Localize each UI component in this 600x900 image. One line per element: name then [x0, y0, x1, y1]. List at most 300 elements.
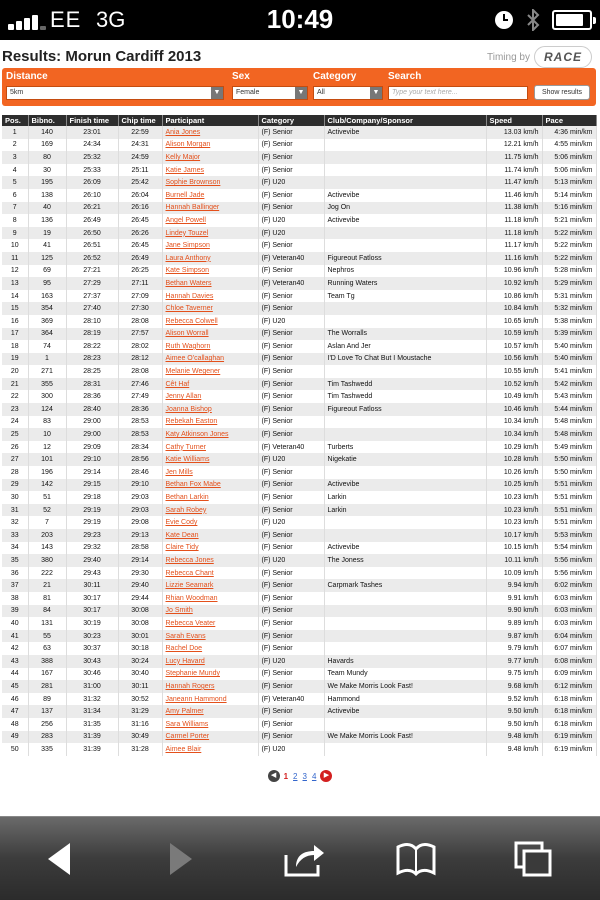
table-row	[2, 743, 596, 756]
cell-chip-time: 27:09	[118, 290, 162, 303]
table-row	[2, 529, 596, 542]
cell-category: (F) Senior	[258, 416, 324, 429]
cell-pos: 21	[2, 378, 28, 391]
cell-chip-time: 29:14	[118, 554, 162, 567]
table-row	[2, 731, 596, 744]
cell-category: (F) Senior	[258, 378, 324, 391]
cell-pace: 5:40 min/km	[542, 340, 596, 353]
cell-participant	[162, 630, 258, 643]
cell-chip-time: 28:58	[118, 542, 162, 555]
participant-link[interactable]: Bethan Larkin	[165, 494, 209, 502]
previous-page-icon[interactable]: ◀	[268, 770, 280, 782]
participant-link[interactable]: Sarah Robey	[165, 506, 207, 514]
cell-chip-time: 26:45	[118, 239, 162, 252]
table-row	[2, 428, 596, 441]
cell-club: I'D Love To Chat But I Moustache	[324, 353, 486, 366]
table-row	[2, 189, 596, 202]
cell-category: (F) Senior	[258, 705, 324, 718]
cell-category: (F) Senior	[258, 403, 324, 416]
cell-chip-time: 24:31	[118, 139, 162, 152]
participant-link[interactable]: Jane Simpson	[165, 242, 210, 250]
participant-link[interactable]: Chloe Taverner	[165, 305, 213, 313]
participant-link[interactable]: Sara Williams	[165, 720, 209, 728]
participant-link[interactable]: Evie Cody	[165, 519, 198, 527]
cell-pos: 2	[2, 139, 28, 152]
cell-bibno: 74	[28, 340, 66, 353]
cell-pos: 24	[2, 416, 28, 429]
cell-pace: 5:50 min/km	[542, 466, 596, 479]
participant-link[interactable]: Jo Smith	[165, 607, 193, 615]
cell-finish-time: 29:10	[66, 453, 118, 466]
cell-pos: 15	[2, 302, 28, 315]
cell-pos: 41	[2, 630, 28, 643]
participant-link[interactable]: Ania Jones	[165, 128, 201, 136]
cell-club	[324, 302, 486, 315]
cell-participant	[162, 353, 258, 366]
cell-club	[324, 529, 486, 542]
cell-pos: 19	[2, 353, 28, 366]
back-icon[interactable]	[38, 839, 82, 879]
cell-chip-time: 28:36	[118, 403, 162, 416]
cell-bibno: 354	[28, 302, 66, 315]
cell-bibno: 196	[28, 466, 66, 479]
cell-bibno: 51	[28, 491, 66, 504]
participant-link[interactable]: Amy Palmer	[165, 708, 204, 716]
cell-category: (F) Senior	[258, 390, 324, 403]
participant-link[interactable]: Rhian Woodman	[165, 594, 218, 602]
cell-category: (F) Senior	[258, 605, 324, 618]
cell-bibno: 7	[28, 516, 66, 529]
cell-bibno: 140	[28, 126, 66, 139]
participant-link[interactable]: Katie Williams	[165, 456, 210, 464]
cell-chip-time: 26:49	[118, 252, 162, 265]
sex-select[interactable]	[232, 86, 308, 100]
cell-speed: 10.46 km/h	[486, 403, 542, 416]
cell-participant	[162, 693, 258, 706]
sex-label: Sex	[232, 71, 250, 82]
cell-speed: 11.75 km/h	[486, 151, 542, 164]
cell-bibno: 21	[28, 579, 66, 592]
cell-chip-time: 29:13	[118, 529, 162, 542]
cell-bibno: 138	[28, 189, 66, 202]
cell-speed: 10.96 km/h	[486, 265, 542, 278]
cell-chip-time: 27:57	[118, 328, 162, 341]
cell-bibno: 55	[28, 630, 66, 643]
participant-link[interactable]: Burnell Jade	[165, 191, 205, 199]
cell-club: The Joness	[324, 554, 486, 567]
cell-category: (F) U20	[258, 655, 324, 668]
participant-link[interactable]: Janeann Hammond	[165, 695, 227, 703]
table-row	[2, 705, 596, 718]
cell-pace: 5:48 min/km	[542, 428, 596, 441]
cell-chip-time: 26:04	[118, 189, 162, 202]
cell-club	[324, 718, 486, 731]
cell-category: (F) U20	[258, 554, 324, 567]
cell-bibno: 81	[28, 592, 66, 605]
cell-chip-time: 25:11	[118, 164, 162, 177]
cell-bibno: 281	[28, 680, 66, 693]
cell-pos: 37	[2, 579, 28, 592]
cell-club	[324, 365, 486, 378]
cell-club: Activevibe	[324, 479, 486, 492]
category-select[interactable]	[313, 86, 383, 100]
cell-participant	[162, 164, 258, 177]
participant-link[interactable]: Hannah Rogers	[165, 682, 215, 690]
cell-category: (F) Senior	[258, 202, 324, 215]
cell-speed: 9.91 km/h	[486, 592, 542, 605]
cell-pace: 6:12 min/km	[542, 680, 596, 693]
cell-speed: 12.21 km/h	[486, 139, 542, 152]
participant-link[interactable]: Sarah Evans	[165, 632, 206, 640]
cell-bibno: 283	[28, 731, 66, 744]
cell-speed: 9.68 km/h	[486, 680, 542, 693]
cell-bibno: 10	[28, 428, 66, 441]
participant-link[interactable]: Aimee O'callaghan	[165, 355, 225, 363]
cell-finish-time: 29:09	[66, 441, 118, 454]
search-input[interactable]: Type your text here...	[388, 86, 528, 100]
cell-pace: 5:22 min/km	[542, 239, 596, 252]
cell-pos: 43	[2, 655, 28, 668]
cell-chip-time: 30:18	[118, 642, 162, 655]
cell-category: (F) Senior	[258, 680, 324, 693]
cell-chip-time: 29:08	[118, 516, 162, 529]
category-value: All	[317, 89, 325, 96]
participant-link[interactable]: Rebecca Colwell	[165, 317, 218, 325]
table-row	[2, 668, 596, 681]
cell-participant	[162, 516, 258, 529]
cell-participant	[162, 567, 258, 580]
table-row	[2, 176, 596, 189]
cell-chip-time: 28:12	[118, 353, 162, 366]
participant-link[interactable]: Ruth Waghorn	[165, 342, 211, 350]
cell-pos: 22	[2, 390, 28, 403]
cell-category: (F) Senior	[258, 365, 324, 378]
participant-link[interactable]: Kelly Major	[165, 153, 201, 161]
participant-link[interactable]: Alison Worrall	[165, 330, 209, 338]
table-row	[2, 579, 596, 592]
participant-link[interactable]: Rebekah Easton	[165, 418, 218, 426]
cell-chip-time: 30:52	[118, 693, 162, 706]
participant-link[interactable]: Jen Mills	[165, 468, 193, 476]
cell-finish-time: 28:36	[66, 390, 118, 403]
cell-speed: 13.03 km/h	[486, 126, 542, 139]
cell-finish-time: 26:21	[66, 202, 118, 215]
participant-link[interactable]: Melanie Wegener	[165, 368, 221, 376]
cell-speed: 9.75 km/h	[486, 668, 542, 681]
cell-chip-time: 26:45	[118, 214, 162, 227]
cell-pos: 38	[2, 592, 28, 605]
cell-pace: 4:55 min/km	[542, 139, 596, 152]
cell-finish-time: 26:49	[66, 214, 118, 227]
cell-finish-time: 27:29	[66, 277, 118, 290]
cell-finish-time: 28:19	[66, 328, 118, 341]
cell-bibno: 163	[28, 290, 66, 303]
cell-category: (F) Senior	[258, 718, 324, 731]
participant-link[interactable]: Hannah Ballinger	[165, 204, 220, 212]
table-row	[2, 390, 596, 403]
cell-club: Nigekatie	[324, 453, 486, 466]
timing-by-label: Timing by	[487, 51, 530, 63]
cell-participant	[162, 617, 258, 630]
cell-pos: 30	[2, 491, 28, 504]
cell-category: (F) Senior	[258, 353, 324, 366]
cell-bibno: 30	[28, 164, 66, 177]
participant-link[interactable]: Katie James	[165, 166, 205, 174]
cell-finish-time: 28:40	[66, 403, 118, 416]
participant-link[interactable]: Laura Anthony	[165, 254, 211, 262]
filter-bar	[2, 68, 596, 106]
cell-chip-time: 27:11	[118, 277, 162, 290]
cell-bibno: 12	[28, 441, 66, 454]
cell-category: (F) Senior	[258, 491, 324, 504]
column-header-finish-time[interactable]: Finish time	[66, 115, 118, 126]
column-header-chip-time[interactable]: Chip time	[118, 115, 162, 126]
cell-pos: 5	[2, 176, 28, 189]
column-header-club[interactable]: Club/Company/Sponsor	[324, 115, 486, 126]
race-logo[interactable]: RACE	[534, 46, 592, 68]
cell-pos: 23	[2, 403, 28, 416]
table-row	[2, 214, 596, 227]
page-link[interactable]: 2	[293, 771, 298, 781]
cell-pace: 5:43 min/km	[542, 390, 596, 403]
cell-participant	[162, 365, 258, 378]
participant-link[interactable]: Rebecca Jones	[165, 556, 214, 564]
participant-link[interactable]: Kate Simpson	[165, 267, 210, 275]
table-row	[2, 516, 596, 529]
cell-pace: 5:50 min/km	[542, 453, 596, 466]
column-header-category[interactable]: Category	[258, 115, 324, 126]
cell-chip-time: 30:40	[118, 668, 162, 681]
cell-pace: 6:02 min/km	[542, 579, 596, 592]
cell-pos: 12	[2, 265, 28, 278]
cell-participant	[162, 479, 258, 492]
cell-pos: 20	[2, 365, 28, 378]
cell-finish-time: 28:31	[66, 378, 118, 391]
participant-link[interactable]: Alison Morgan	[165, 141, 211, 149]
participant-link[interactable]: Lizzie Seamark	[165, 582, 214, 590]
cell-pace: 5:51 min/km	[542, 479, 596, 492]
cell-participant	[162, 705, 258, 718]
cell-speed: 9.90 km/h	[486, 605, 542, 618]
cell-bibno: 388	[28, 655, 66, 668]
distance-value: 5km	[10, 89, 24, 96]
participant-link[interactable]: Angel Powell	[165, 216, 206, 224]
cell-pos: 26	[2, 441, 28, 454]
cell-bibno: 355	[28, 378, 66, 391]
cell-pos: 45	[2, 680, 28, 693]
cell-chip-time: 29:03	[118, 504, 162, 517]
cell-speed: 10.29 km/h	[486, 441, 542, 454]
table-row	[2, 328, 596, 341]
participant-link[interactable]: Katy Atkinson Jones	[165, 431, 229, 439]
cell-pos: 42	[2, 642, 28, 655]
column-header-pace[interactable]: Pace	[542, 115, 596, 126]
column-header-bibno[interactable]: Bibno.	[28, 115, 66, 126]
forward-icon[interactable]	[158, 839, 202, 879]
cell-finish-time: 26:52	[66, 252, 118, 265]
cell-chip-time: 31:28	[118, 743, 162, 756]
status-bar	[0, 0, 600, 40]
participant-link[interactable]: Sophie Brownson	[165, 179, 221, 187]
next-page-icon[interactable]: ▶	[320, 770, 332, 782]
participant-link[interactable]: Cathy Turner	[165, 443, 206, 451]
cell-category: (F) Senior	[258, 302, 324, 315]
cell-speed: 10.59 km/h	[486, 328, 542, 341]
cell-chip-time: 27:46	[118, 378, 162, 391]
cell-club	[324, 428, 486, 441]
page-title: Results: Morun Cardiff 2013	[2, 48, 202, 65]
cell-category: (F) Veteran40	[258, 441, 324, 454]
cell-pace: 5:44 min/km	[542, 403, 596, 416]
bookmarks-icon[interactable]	[394, 839, 438, 879]
table-row	[2, 617, 596, 630]
cell-finish-time: 30:17	[66, 592, 118, 605]
table-row	[2, 642, 596, 655]
page-link[interactable]: 1	[283, 771, 289, 781]
distance-select[interactable]	[6, 86, 224, 100]
show-results-button[interactable]: Show results	[534, 85, 590, 100]
cell-bibno: 369	[28, 315, 66, 328]
sex-value: Female	[236, 89, 260, 96]
cell-speed: 10.34 km/h	[486, 416, 542, 429]
cell-club	[324, 630, 486, 643]
table-row	[2, 139, 596, 152]
cell-pace: 5:42 min/km	[542, 378, 596, 391]
cell-bibno: 101	[28, 453, 66, 466]
cell-finish-time: 28:10	[66, 315, 118, 328]
cell-speed: 10.23 km/h	[486, 504, 542, 517]
cell-speed: 9.77 km/h	[486, 655, 542, 668]
cell-finish-time: 27:37	[66, 290, 118, 303]
cell-participant	[162, 718, 258, 731]
participant-link[interactable]: Carmel Porter	[165, 733, 210, 741]
cell-club: Tim Tashwedd	[324, 378, 486, 391]
cell-participant	[162, 139, 258, 152]
participant-link[interactable]: Rebecca Chant	[165, 569, 214, 577]
cell-bibno: 167	[28, 668, 66, 681]
cell-club	[324, 617, 486, 630]
cell-pace: 5:28 min/km	[542, 265, 596, 278]
cell-speed: 9.87 km/h	[486, 630, 542, 643]
cell-club	[324, 164, 486, 177]
cell-category: (F) Senior	[258, 466, 324, 479]
participant-link[interactable]: Joanna Bishop	[165, 405, 212, 413]
cell-bibno: 125	[28, 252, 66, 265]
table-row	[2, 416, 596, 429]
cell-category: (F) U20	[258, 315, 324, 328]
clock-icon	[494, 10, 514, 30]
participant-link[interactable]: Kate Dean	[165, 531, 199, 539]
cell-category: (F) Senior	[258, 428, 324, 441]
cell-category: (F) Senior	[258, 290, 324, 303]
cell-finish-time: 29:19	[66, 516, 118, 529]
cell-speed: 10.34 km/h	[486, 428, 542, 441]
cell-club	[324, 516, 486, 529]
participant-link[interactable]: Hannah Davies	[165, 292, 214, 300]
table-row	[2, 151, 596, 164]
cell-finish-time: 26:10	[66, 189, 118, 202]
cell-speed: 9.48 km/h	[486, 731, 542, 744]
cell-bibno: 256	[28, 718, 66, 731]
cell-chip-time: 31:16	[118, 718, 162, 731]
cell-finish-time: 30:46	[66, 668, 118, 681]
participant-link[interactable]: Jenny Allan	[165, 393, 202, 401]
cell-pace: 4:36 min/km	[542, 126, 596, 139]
cell-bibno: 142	[28, 479, 66, 492]
participant-link[interactable]: Lucy Havard	[165, 657, 205, 665]
cell-pos: 7	[2, 202, 28, 215]
web-page	[0, 40, 600, 816]
chevron-down-icon: ▼	[211, 87, 223, 99]
column-header-participant[interactable]: Participant	[162, 115, 258, 126]
participant-link[interactable]: Rebecca Veater	[165, 619, 216, 627]
cell-category: (F) Senior	[258, 731, 324, 744]
participant-link[interactable]: Aimee Blair	[165, 745, 202, 753]
participant-link[interactable]: Cêt Haf	[165, 380, 190, 388]
cell-finish-time: 26:09	[66, 176, 118, 189]
column-header-speed[interactable]: Speed	[486, 115, 542, 126]
cell-bibno: 124	[28, 403, 66, 416]
tabs-icon[interactable]	[512, 839, 556, 879]
participant-link[interactable]: Rachel Doe	[165, 645, 203, 653]
cell-chip-time: 30:24	[118, 655, 162, 668]
cell-bibno: 364	[28, 328, 66, 341]
cell-pace: 5:49 min/km	[542, 441, 596, 454]
cell-chip-time: 30:11	[118, 680, 162, 693]
cell-club: Activevibe	[324, 542, 486, 555]
column-header-pos[interactable]: Pos.	[2, 115, 28, 126]
cell-speed: 10.28 km/h	[486, 453, 542, 466]
cell-club: Nephros	[324, 265, 486, 278]
cell-bibno: 89	[28, 693, 66, 706]
share-icon[interactable]	[282, 839, 326, 879]
cell-category: (F) Senior	[258, 529, 324, 542]
page-link[interactable]: 3	[302, 771, 307, 781]
participant-link[interactable]: Bethan Waters	[165, 279, 212, 287]
cell-speed: 10.25 km/h	[486, 479, 542, 492]
table-row	[2, 353, 596, 366]
cell-bibno: 143	[28, 542, 66, 555]
cell-club: Aslan And Jer	[324, 340, 486, 353]
cell-chip-time: 26:26	[118, 227, 162, 240]
cell-chip-time: 26:16	[118, 202, 162, 215]
results-table	[2, 115, 597, 756]
cell-finish-time: 30:37	[66, 642, 118, 655]
cell-finish-time: 24:34	[66, 139, 118, 152]
cell-club: Larkin	[324, 504, 486, 517]
participant-link[interactable]: Stephanie Mundy	[165, 670, 220, 678]
participant-link[interactable]: Lindey Touzel	[165, 229, 209, 237]
cell-bibno: 95	[28, 277, 66, 290]
cell-pos: 16	[2, 315, 28, 328]
cell-participant	[162, 227, 258, 240]
table-row	[2, 252, 596, 265]
cell-pace: 5:22 min/km	[542, 252, 596, 265]
participant-link[interactable]: Claire Tidy	[165, 544, 199, 552]
cell-finish-time: 31:39	[66, 743, 118, 756]
cell-pos: 49	[2, 731, 28, 744]
cell-chip-time: 30:01	[118, 630, 162, 643]
cell-participant	[162, 290, 258, 303]
cell-pace: 5:38 min/km	[542, 315, 596, 328]
page-link[interactable]: 4	[311, 771, 317, 781]
cell-chip-time: 28:53	[118, 428, 162, 441]
cell-speed: 10.09 km/h	[486, 567, 542, 580]
cell-finish-time: 31:34	[66, 705, 118, 718]
cell-chip-time: 30:08	[118, 617, 162, 630]
participant-link[interactable]: Bethan Fox Mabe	[165, 481, 221, 489]
cell-pos: 28	[2, 466, 28, 479]
